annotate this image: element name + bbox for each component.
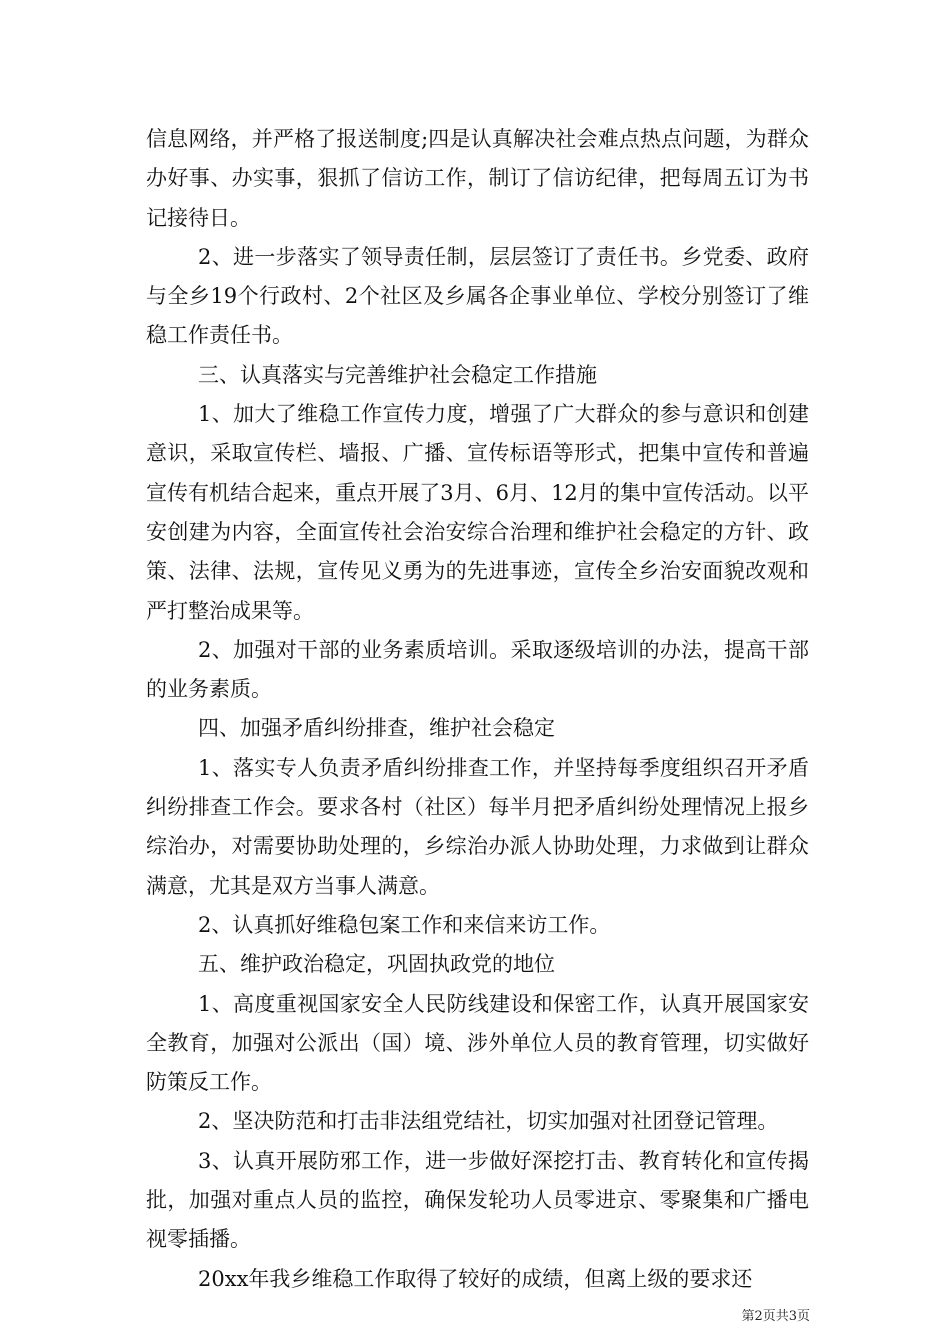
paragraph: 1、落实专人负责矛盾纠纷排查工作，并坚持每季度组织召开矛盾纠纷排查工作会。要求各村（社区）每半月把矛盾纠纷处理情况上报乡综治办，对需要协助处理的，乡综治办派人协助处理，力求做到让群众满意，尤其是双方当事人满意。 (146, 755, 809, 898)
page-number: 第2页共3页 (741, 1309, 810, 1324)
paragraph: 2、进一步落实了领导责任制，层层签订了责任书。乡党委、政府与全乡19个行政村、2个社区及乡属各企事业单位、学校分别签订了维稳工作责任书。 (146, 244, 809, 348)
paragraph: 3、认真开展防邪工作，进一步做好深挖打击、教育转化和宣传揭批，加强对重点人员的监控，确保发轮功人员零进京、零聚集和广播电视零插播。 (146, 1148, 809, 1252)
paragraph: 2、认真抓好维稳包案工作和来信来访工作。 (198, 912, 611, 937)
section-heading: 三、认真落实与完善维护社会稳定工作措施 (198, 362, 597, 387)
paragraph-continuation: 信息网络，并严格了报送制度;四是认真解决社会难点热点问题，为群众办好事、办实事，狠抓了信访工作，制订了信访纪律，把每周五订为书记接待日。 (146, 127, 809, 230)
paragraph: 1、加大了维稳工作宣传力度，增强了广大群众的参与意识和创建意识，采取宣传栏、墙报、广播、宣传标语等形式，把集中宣传和普遍宣传有机结合起来，重点开展了3月、6月、12月的集中宣传活动。以平安创建为内容，全面宣传社会治安综合治理和维护社会稳定的方针、政策、法律、法规，宣传见义勇为的先进事迹，宣传全乡治安面貌改观和严打整治成果等。 (146, 402, 809, 623)
paragraph: 2、坚决防范和打击非法组党结社，切实加强对社团登记管理。 (198, 1109, 779, 1134)
paragraph: 2、加强对干部的业务素质培训。采取逐级培训的办法，提高干部的业务素质。 (146, 637, 809, 702)
document-body (146, 120, 809, 1299)
paragraph: 20xx年我乡维稳工作取得了较好的成绩，但离上级的要求还 (198, 1266, 753, 1291)
section-heading: 五、维护政治稳定，巩固执政党的地位 (198, 952, 555, 977)
paragraph: 1、高度重视国家安全人民防线建设和保密工作，认真开展国家安全教育，加强对公派出（国）境、涉外单位人员的教育管理，切实做好防策反工作。 (146, 991, 809, 1095)
section-heading: 四、加强矛盾纠纷排查，维护社会稳定 (198, 716, 555, 741)
